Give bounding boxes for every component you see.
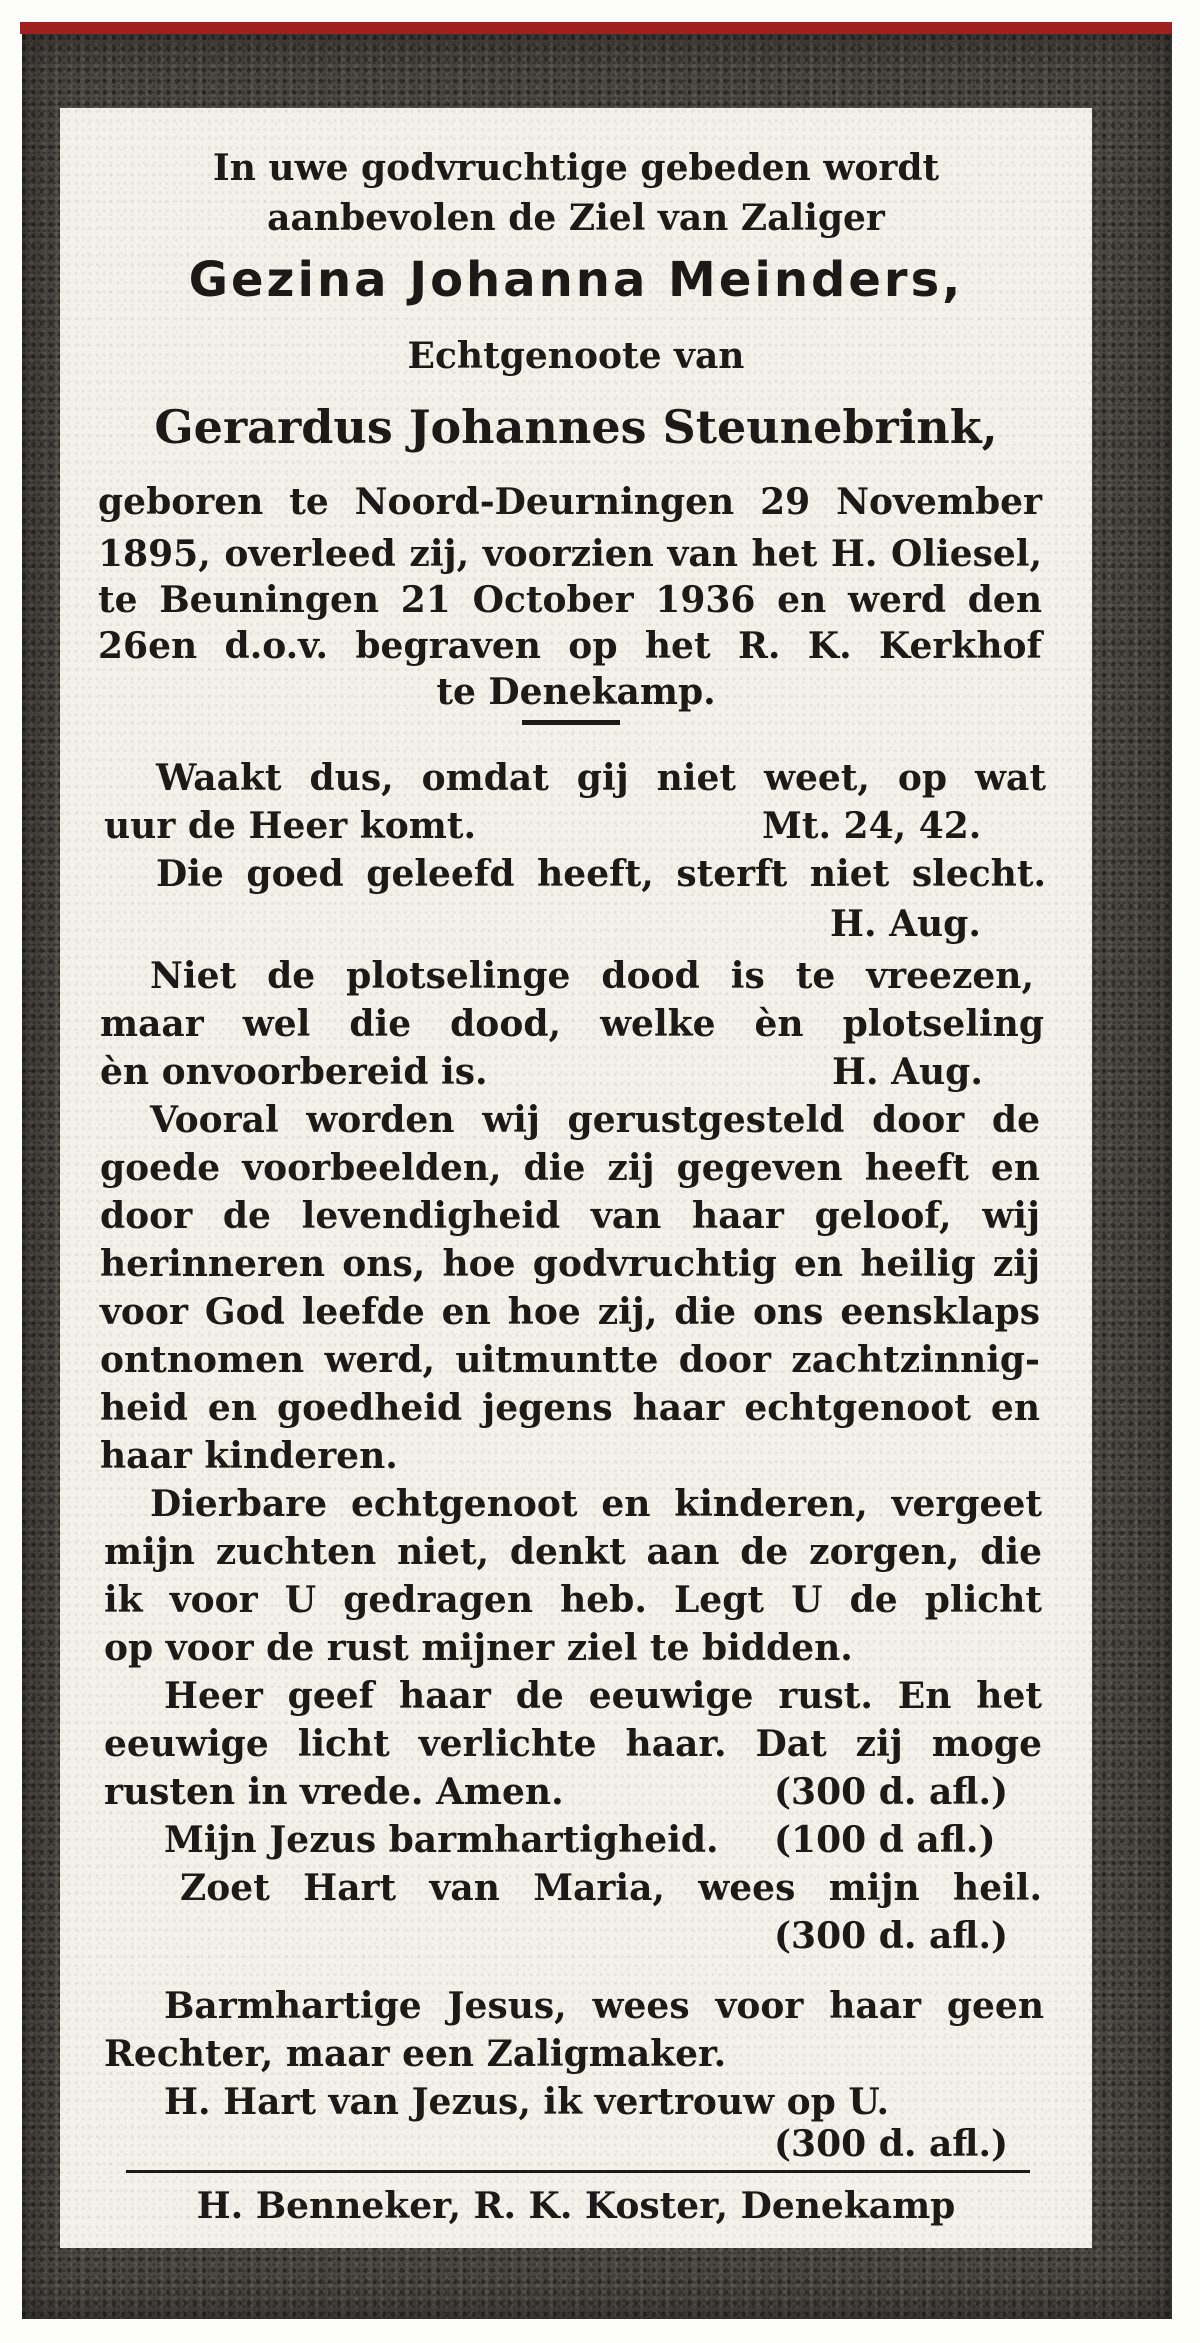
text-line: herinneren ons, hoe godvruchtig en heilig zij <box>100 1243 1040 1285</box>
text-line: èn onvoorbereid is. <box>100 1051 488 1093</box>
text-line: Zoet Hart van Maria, wees mijn heil. <box>180 1867 1042 1909</box>
text-line: goede voorbeelden, die zij gegeven heeft en <box>100 1147 1040 1189</box>
text-line: heid en goedheid jegens haar echtgenoot en <box>100 1387 1040 1429</box>
text-line: Die goed geleefd heeft, sterft niet slecht. <box>156 853 1046 895</box>
text-line: op voor de rust mijner ziel te bidden. <box>104 1627 853 1669</box>
bio-line: 26en d.o.v. begraven op het R. K. Kerkhof <box>98 625 1042 667</box>
text-line: Barmhartige Jesus, wees voor haar geen <box>164 1985 1044 2027</box>
indulgence-note: (100 d afl.) <box>774 1819 996 1861</box>
spouse-label: Echtgenoote van <box>407 335 745 377</box>
bio-line: 1895, overleed zij, voorzien van het H. Oliesel, <box>98 533 1042 575</box>
text-line: H. Hart van Jezus, ik vertrouw op U. <box>164 2081 889 2123</box>
text-line: voor God leefde en hoe zij, die ons eensklaps <box>100 1291 1040 1333</box>
text-line: rusten in vrede. Amen. <box>104 1771 564 1813</box>
text-line: ontnomen werd, uitmuntte door zachtzinnig- <box>100 1339 1040 1381</box>
separator <box>522 720 620 725</box>
citation: H. Aug. <box>832 1051 983 1093</box>
text-line: uur de Heer komt. <box>104 805 476 847</box>
text-line: eeuwige licht verlichte haar. Dat zij moge <box>104 1723 1042 1765</box>
text-line: ik voor U gedragen heb. Legt U de plicht <box>104 1579 1042 1621</box>
bio-line: geboren te Noord-Deurningen 29 November <box>98 481 1042 523</box>
intro-line-1: In uwe godvruchtige gebeden wordt <box>212 147 940 189</box>
footer-rule <box>126 2170 1030 2173</box>
printer-credit: H. Benneker, R. K. Koster, Denekamp <box>196 2185 956 2227</box>
text-line: Waakt dus, omdat gij niet weet, op wat <box>156 757 1046 799</box>
text-line: haar kinderen. <box>100 1435 398 1477</box>
text-line: Rechter, maar een Zaligmaker. <box>104 2033 727 2075</box>
text-line: door de levendigheid van haar geloof, wij <box>100 1195 1040 1237</box>
citation: H. Aug. <box>830 903 981 945</box>
bio-line: te Beuningen 21 October 1936 en werd den <box>98 579 1042 621</box>
text-line: Vooral worden wij gerustgesteld door de <box>150 1099 1040 1141</box>
text-line: mijn zuchten niet, denkt aan de zorgen, die <box>104 1531 1042 1573</box>
text-line: Heer geef haar de eeuwige rust. En het <box>164 1675 1042 1717</box>
bio-line: te Denekamp. <box>436 671 716 713</box>
text-line: Mijn Jezus barmhartigheid. <box>164 1819 719 1861</box>
intro-line-2: aanbevolen de Ziel van Zaliger <box>267 197 885 239</box>
deceased-name: Gezina Johanna Meinders, <box>188 252 964 308</box>
memorial-card <box>60 108 1092 2248</box>
indulgence-note: (300 d. afl.) <box>774 1771 1009 1813</box>
text-line: Niet de plotselinge dood is te vreezen, <box>150 955 1034 997</box>
card-top-edge <box>20 22 1172 34</box>
citation: Mt. 24, 42. <box>762 805 982 847</box>
spouse-name: Gerardus Johannes Steunebrink, <box>154 400 998 454</box>
text-line: maar wel die dood, welke èn plotseling <box>100 1003 1044 1045</box>
indulgence-note: (300 d. afl.) <box>774 1915 1009 1957</box>
text-line: Dierbare echtgenoot en kinderen, vergeet <box>150 1483 1042 1525</box>
indulgence-note: (300 d. afl.) <box>774 2123 1009 2165</box>
